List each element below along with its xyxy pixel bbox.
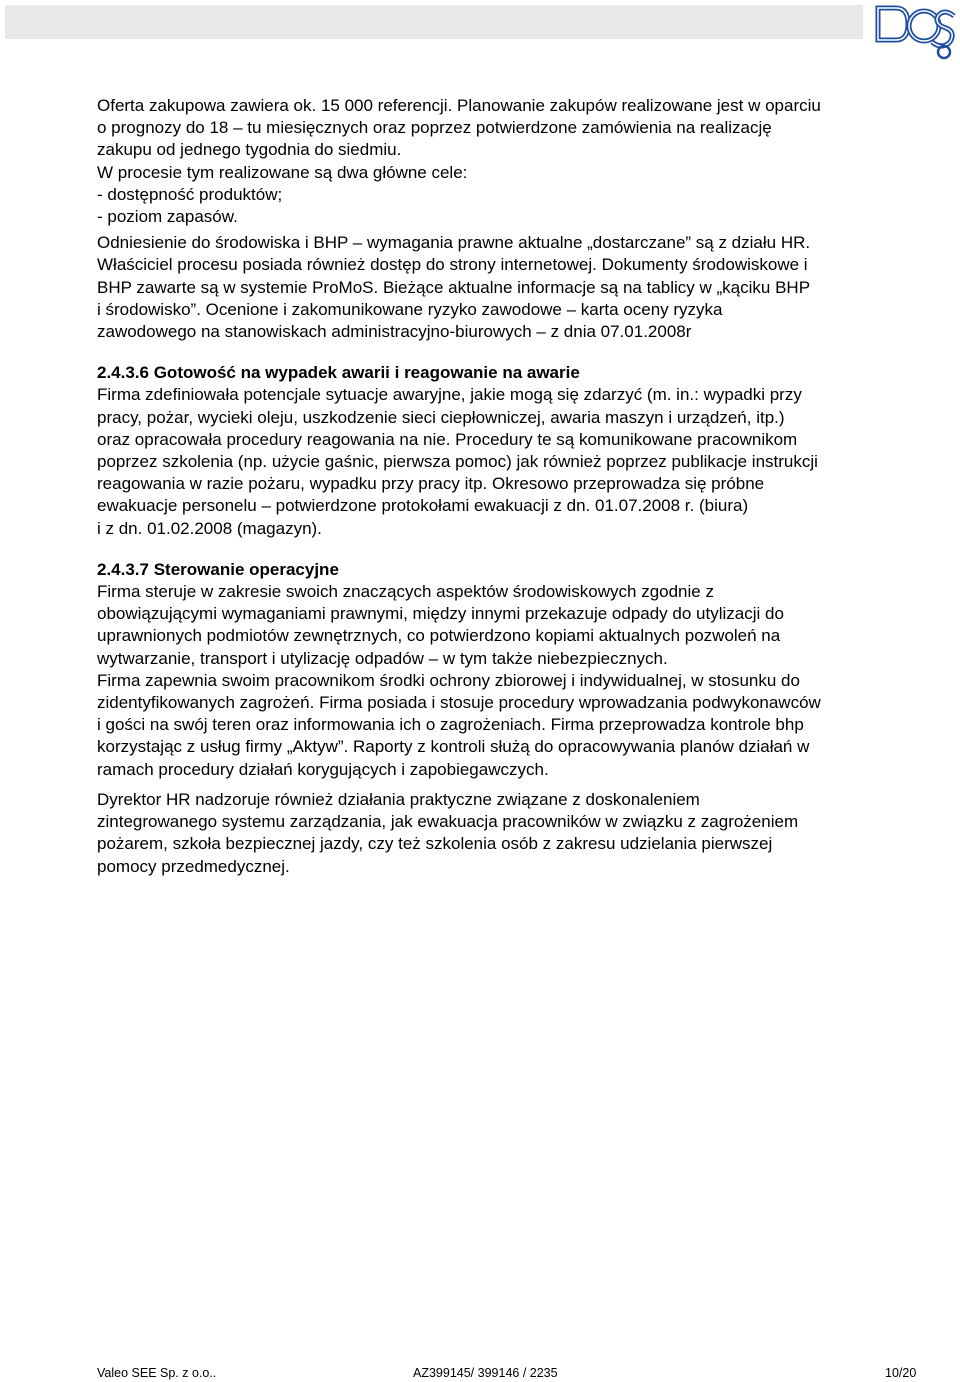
text-line: - dostępność produktów; [97, 184, 283, 204]
footer-page-number: 10/20 [885, 1366, 917, 1380]
text-line: Odniesienie do środowiska i BHP – wymagania prawne aktualne „dostarczane” są z działu HR. [97, 233, 811, 253]
text-line: i gości na swój teren oraz informowania ich o zagrożeniach. Firma przeprowadza kontrole bhp [97, 715, 804, 735]
dqs-logo [872, 2, 958, 62]
text-line: zidentyfikowanych zagrożeń. Firma posiada i stosuje procedury wprowadzania podwykonawców [97, 693, 821, 713]
text-line: zakupu od jednego tygodnia do siedmiu. [97, 140, 402, 160]
text-line: Firma zapewnia swoim pracownikom środki ochrony zbiorowej i indywidualnej, w stosunku do [97, 670, 800, 690]
text-line: uprawnionych podmiotów zewnętrznych, co potwierdzono kopiami aktualnych pozwoleń na [97, 626, 781, 646]
section-heading: 2.4.3.6 Gotowość na wypadek awarii i reagowanie na awarie [97, 363, 580, 383]
text-line: Oferta zakupowa zawiera ok. 15 000 referencji. Planowanie zakupów realizowane jest w oparciu [97, 96, 821, 115]
text-line: poprzez szkolenia (np. użycie gaśnic, pierwsza pomoc) jak również poprzez publikacje instrukcji [97, 452, 818, 472]
text-line: o prognozy do 18 – tu miesięcznych oraz poprzez potwierdzone zamówienia na realizację [97, 118, 772, 138]
text-line: pożarem, szkoła bezpiecznej jazdy, czy też szkolenia osób z zakresu udzielania pierwszej [97, 834, 773, 854]
text-line: ramach procedury działań korygujących i zapobiegawczych. [97, 759, 549, 779]
section-heading: 2.4.3.7 Sterowanie operacyjne [97, 559, 339, 579]
text-line: - poziom zapasów. [97, 207, 238, 227]
section-emergency-preparedness [97, 362, 927, 540]
document-body [97, 95, 927, 878]
text-line: zawodowego na stanowiskach administracyjno-biurowych – z dnia 07.01.2008r [97, 322, 692, 342]
text-line: W procesie tym realizowane są dwa główne cele: [97, 162, 468, 182]
text-line: Firma zdefiniowała potencjale sytuacje awaryjne, jakie mogą się zdarzyć (m. in.: wypadki przy [97, 385, 802, 405]
header-bar [5, 5, 863, 39]
text-line: i z dn. 01.02.2008 (magazyn). [97, 518, 322, 538]
paragraph-procurement [97, 95, 927, 228]
text-line: wytwarzanie, transport i utylizację odpadów – w tym także niebezpiecznych. [97, 648, 668, 668]
text-line: ewakuacje personelu – potwierdzone protokołami ewakuacji z dn. 01.07.2008 r. (biura) [97, 496, 749, 516]
text-line: zintegrowanego systemu zarządzania, jak ewakuacja pracowników w związku z zagrożeniem [97, 812, 799, 832]
text-line: Właściciel procesu posiada również dostęp do strony internetowej. Dokumenty środowiskowe i [97, 255, 808, 275]
text-line: oraz opracowała procedury reagowania na nie. Procedury te są komunikowane pracownikom [97, 429, 798, 449]
footer-company: Valeo SEE Sp. z o.o.. [97, 1366, 217, 1380]
text-line: obowiązującymi wymaganiami prawnymi, między innymi przekazuje odpady do utylizacji do [97, 604, 784, 624]
text-line: BHP zawarte są w systemie ProMoS. Bieżące aktualne informacje są na tablicy w „kąciku BHP [97, 277, 811, 297]
text-line: korzystając z usług firmy „Aktyw”. Raporty z kontroli służą do opracowywania planów działań w [97, 737, 810, 757]
text-line: pracy, pożar, wycieki oleju, uszkodzenie sieci ciepłowniczej, awaria maszyn i urządzeń, itp.) [97, 407, 785, 427]
text-line: Dyrektor HR nadzoruje również działania praktyczne związane z doskonaleniem [97, 789, 700, 809]
paragraph-environment-bhp [97, 232, 927, 343]
text-line: Firma steruje w zakresie swoich znaczących aspektów środowiskowych zgodnie z [97, 582, 714, 602]
footer-doc-ref: AZ399145/ 399146 / 2235 [413, 1366, 558, 1380]
logo-text: DQS [872, 2, 875, 3]
text-line: reagowania w razie pożaru, wypadku przy pracy itp. Okresowo przeprowadza się próbne [97, 474, 765, 494]
text-line: i środowisko”. Ocenione i zakomunikowane ryzyko zawodowe – karta oceny ryzyka [97, 299, 723, 319]
text-line: pomocy przedmedycznej. [97, 856, 290, 876]
section-operational-control [97, 559, 927, 878]
